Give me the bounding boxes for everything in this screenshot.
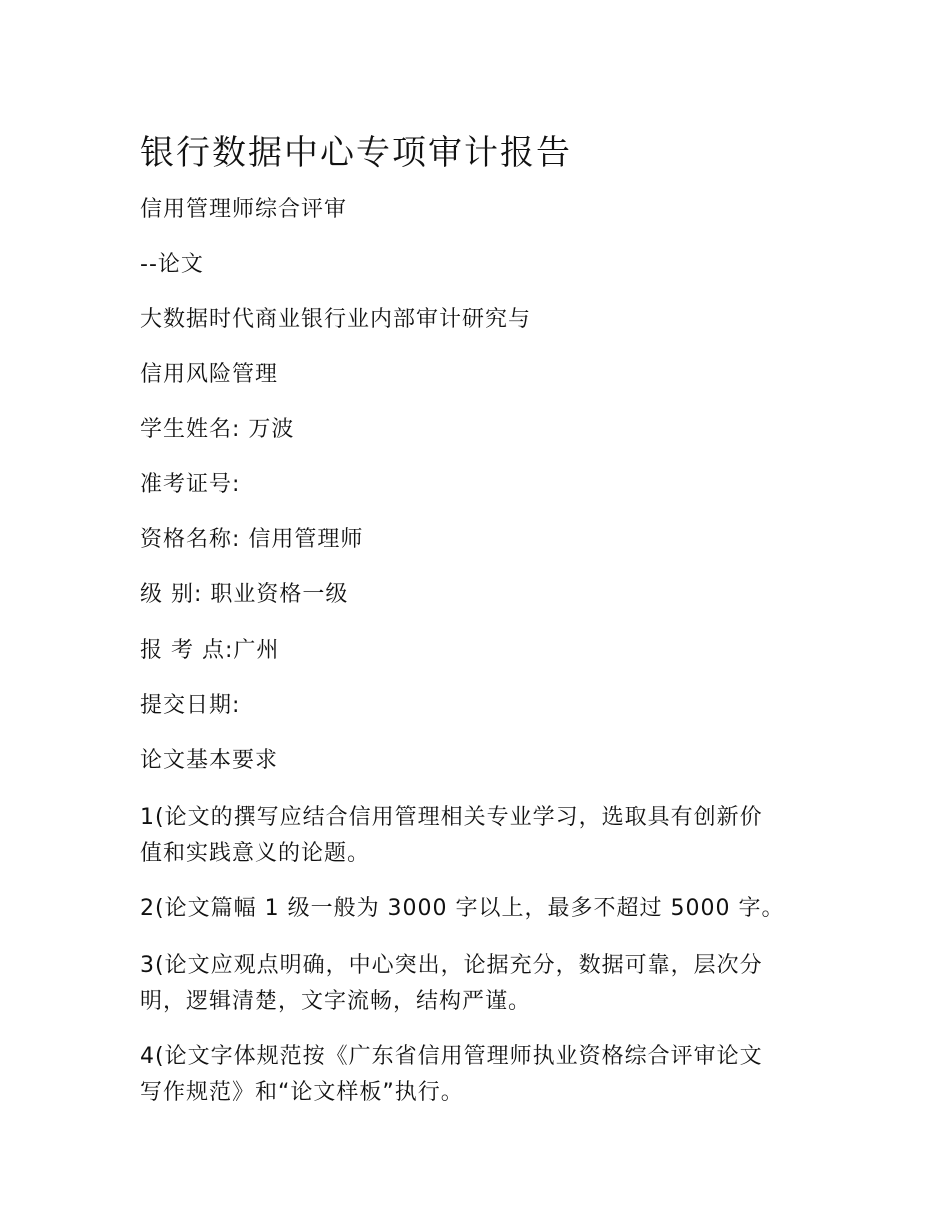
submit-date: 提交日期: [140, 693, 241, 718]
requirement-text: 明，逻辑清楚，文字流畅，结构严谨。 [140, 989, 532, 1014]
student-name: 学生姓名: 万波 [140, 417, 295, 442]
requirement-item-1 [140, 800, 805, 872]
requirement-item-3 [140, 948, 805, 1020]
exam-number: 准考证号: [140, 472, 241, 497]
requirement-text: 2(论文篇幅 1 级一般为 3000 字以上，最多不超过 5000 字。 [140, 896, 785, 921]
requirement-text: 1(论文的撰写应结合信用管理相关专业学习，选取具有创新价 [140, 805, 763, 830]
thesis-title-line1: 大数据时代商业银行业内部审计研究与 [140, 307, 532, 332]
requirement-item-2 [140, 891, 805, 927]
requirement-text: 值和实践意义的论题。 [140, 841, 371, 866]
document-title: 银行数据中心专项审计报告 [140, 133, 572, 173]
qualification-name: 资格名称: 信用管理师 [140, 527, 364, 552]
subtitle: 信用管理师综合评审 [140, 197, 348, 222]
requirement-item-4 [140, 1039, 805, 1111]
requirements-heading: 论文基本要求 [140, 748, 279, 773]
subtitle-thesis: --论文 [140, 252, 204, 277]
requirement-text: 写作规范》和“论文样板”执行。 [140, 1080, 464, 1105]
requirement-text: 4(论文字体规范按《广东省信用管理师执业资格综合评审论文 [140, 1044, 763, 1069]
exam-site: 报 考 点:广州 [140, 638, 280, 663]
qualification-level: 级 别: 职业资格一级 [140, 582, 349, 607]
thesis-title-line2: 信用风险管理 [140, 362, 279, 387]
requirement-text: 3(论文应观点明确，中心突出，论据充分，数据可靠，层次分 [140, 953, 763, 978]
